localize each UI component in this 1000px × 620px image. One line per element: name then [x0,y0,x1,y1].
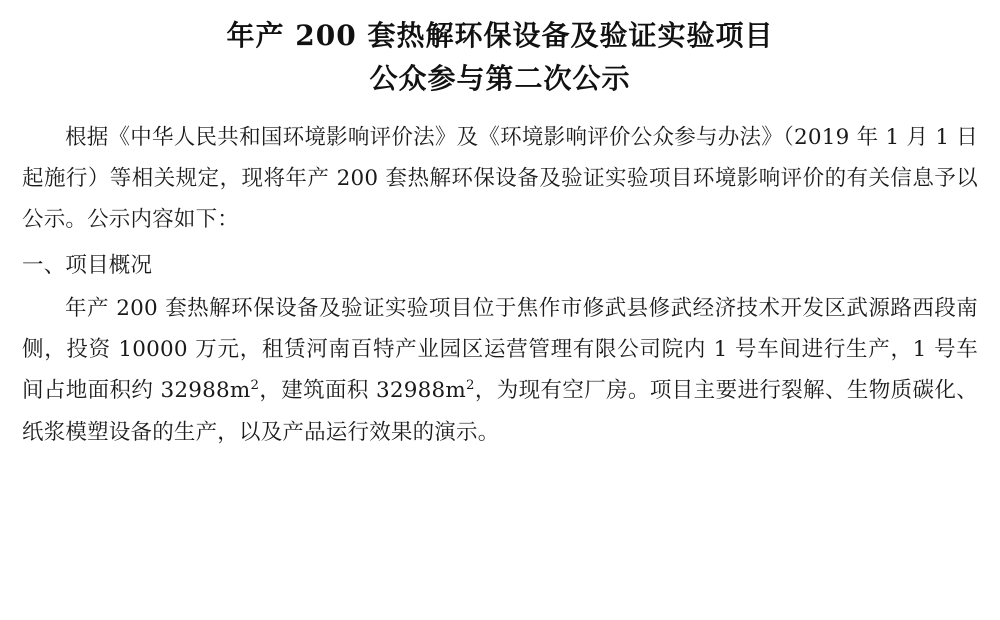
superscript-square-2: 2 [465,378,475,394]
section-heading-project-overview: 一、项目概况 [22,252,153,278]
superscript-square-1: 2 [250,378,260,394]
title-line-2: 公众参与第二次公示 [369,62,631,96]
project-overview-text-a: 年产 200 套热解环保设备及验证实验项目位于焦作市修武县修武经济技术开发区武源路西段南侧，投资 10000 万元，租赁河南百特产业园区运营管理有限公司院内 1 号车间进行生产，1 号车间占地面积约 32988m [22,295,978,404]
paragraph-project-overview [22,288,978,453]
project-overview-text-c: ，为现有空厂房。项目主要进行裂解、生物质碳化、纸浆模塑设备的生产，以及产品运行效果的演示。 [22,378,978,445]
document-body [22,117,978,453]
title-line-1: 年产 200 套热解环保设备及验证实验项目 [226,19,774,52]
paragraph-intro: 根据《中华人民共和国环境影响评价法》及《环境影响评价公众参与办法》（2019 年 1 月 1 日起施行）等相关规定，现将年产 200 套热解环保设备及验证实验项目环境影响评价的有关信息予以公示。公示内容如下： [22,124,978,233]
document-title [22,14,978,101]
project-overview-text-b: ，建筑面积 32988m [259,378,466,404]
